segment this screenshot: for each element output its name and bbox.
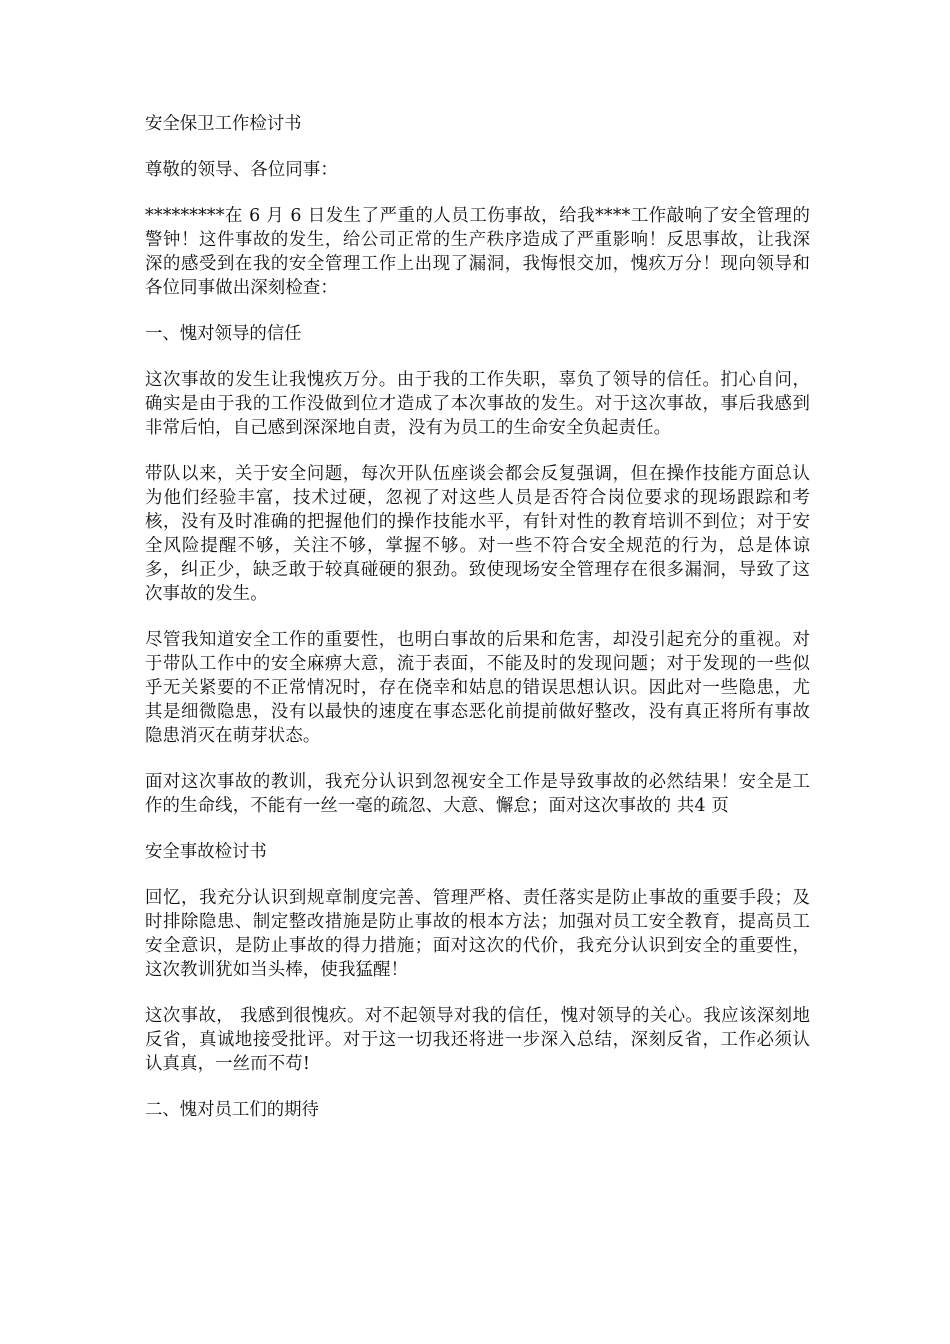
paragraph-5: 回忆，我充分认识到规章制度完善、管理严格、责任落实是防止事故的重要手段；及时排除隐患、制定整改措施是防止事故的根本方法；加强对员工安全教育，提高员工安全意识，是防止事故的得力措施；面对这次的代价，我充分认识到安全的重要性，这次教训犹如当头棒，使我猛醒！ (145, 888, 810, 980)
section-heading-2: 二、愧对员工们的期待 (145, 1100, 319, 1120)
salutation: 尊敬的领导、各位同事： (145, 160, 338, 180)
section-heading-1: 一、愧对领导的信任 (145, 324, 302, 344)
paragraph-4: 面对这次事故的教训，我充分认识到忽视安全工作是导致事故的必然结果！安全是工作的生命线，不能有一丝一毫的疏忽、大意、懈怠；面对这次事故的 共4 页 (145, 772, 810, 816)
intro-paragraph: *********在 6 月 6 日发生了严重的人员工伤事故，给我****工作敲响了安全管理的警钟！这件事故的发生，给公司正常的生产秩序造成了严重影响！反思事故，让我深深的感受到在我的安全管理工作上出现了漏洞，我悔恨交加，愧疚万分！现向领导和各位同事做出深刻检查： (145, 206, 810, 298)
paragraph-1: 这次事故的发生让我愧疚万分。由于我的工作失职，辜负了领导的信任。扪心自问，确实是由于我的工作没做到位才造成了本次事故的发生。对于这次事故，事后我感到非常后怕，自己感到深深地自责，没有为员工的生命安全负起责任。 (145, 370, 810, 438)
document-subtitle: 安全事故检讨书 (145, 842, 267, 862)
document-body (145, 112, 810, 1122)
document-title: 安全保卫工作检讨书 (145, 114, 302, 134)
paragraph-6: 这次事故， 我感到很愧疚。对不起领导对我的信任，愧对领导的关心。我应该深刻地反省，真诚地接受批评。对于这一切我还将进一步深入总结，深刻反省，工作必须认认真真，一丝而不苟! (145, 1006, 810, 1074)
paragraph-3: 尽管我知道安全工作的重要性，也明白事故的后果和危害，却没引起充分的重视。对于带队工作中的安全麻痹大意，流于表面，不能及时的发现问题；对于发现的一些似乎无关紧要的不正常情况时，存在侥幸和姑息的错误思想认识。因此对一些隐患，尤其是细微隐患，没有以最快的速度在事态恶化前提前做好整改，没有真正将所有事故隐患消灭在萌芽状态。 (145, 630, 810, 746)
paragraph-2: 带队以来，关于安全问题，每次开队伍座谈会都会反复强调，但在操作技能方面总认为他们经验丰富，技术过硬，忽视了对这些人员是否符合岗位要求的现场跟踪和考核，没有及时准确的把握他们的操作技能水平，有针对性的教育培训不到位；对于安全风险提醒不够，关注不够，掌握不够。对一些不符合安全规范的行为，总是体谅多，纠正少，缺乏敢于较真碰硬的狠劲。致使现场安全管理存在很多漏洞，导致了这次事故的发生。 (145, 464, 810, 604)
